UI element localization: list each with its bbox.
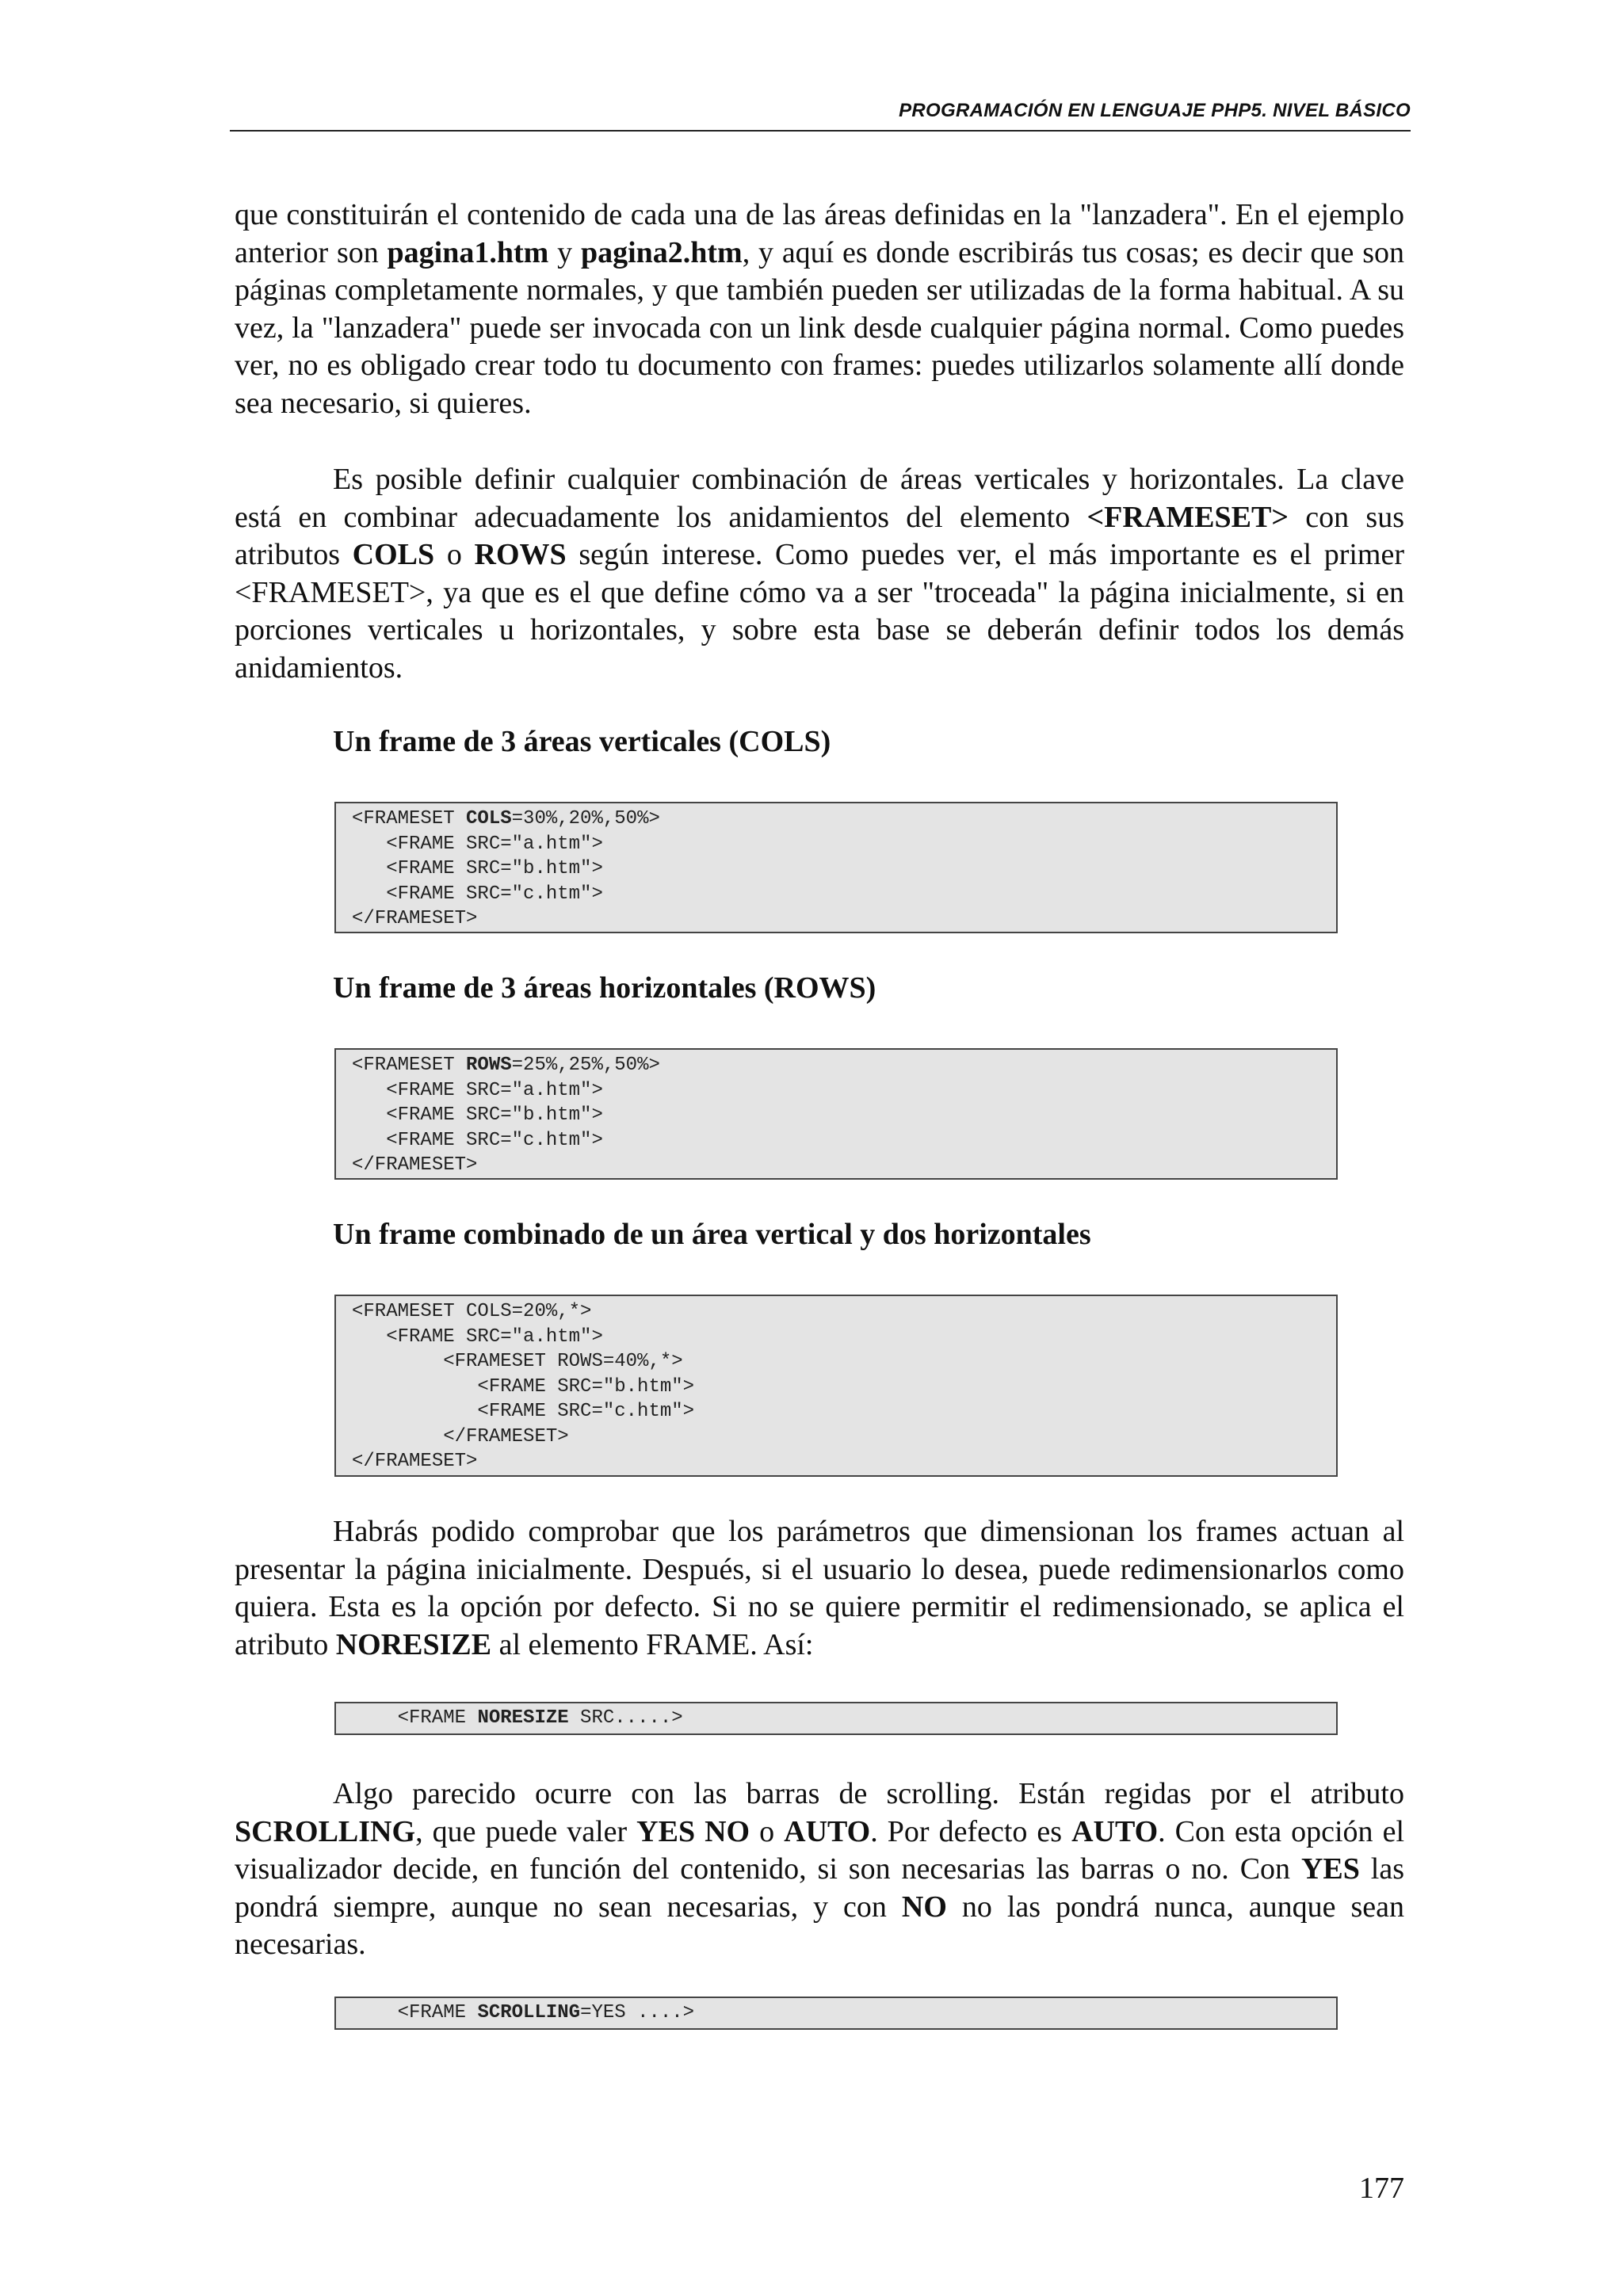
paragraph-2 (235, 461, 1404, 687)
code-line: <FRAME SRC="b.htm"> (352, 858, 603, 879)
text-run: con sus atributos (235, 500, 1404, 571)
code-line: <FRAME SRC="b.htm"> (352, 1104, 603, 1126)
bold-run: SCROLLING (235, 1814, 416, 1848)
page-number: 177 (1359, 2172, 1404, 2205)
bold-run: YES NO (636, 1814, 750, 1848)
code-block-cols (334, 802, 1338, 933)
code-line: </FRAMESET> (352, 908, 478, 929)
code-line: <FRAME SRC="c.htm"> (352, 1129, 603, 1151)
code-line: <FRAMESET COLS=30%,20%,50%> (352, 808, 660, 830)
code-block-combined (334, 1295, 1338, 1477)
code-line: <FRAME SRC="c.htm"> (352, 883, 603, 905)
code-block-scrolling (334, 1997, 1338, 2030)
text-run: Algo parecido ocurre con las barras de scrolling. Están regidas por el atributo (333, 1777, 1404, 1810)
text-run: según interese. Como puedes ver, el más importante es el primer <FRAMESET>, ya que es el que define cómo va a ser "troceada" la página inicialmente, si en porciones verticales u horizontales, y sobre esta base se deberán definir todos los demás anidamientos. (235, 538, 1405, 685)
code-line: <FRAMESET COLS=20%,*> (352, 1301, 592, 1322)
code-line: <FRAME SRC="a.htm"> (352, 833, 603, 855)
bold-run: COLS (352, 538, 435, 571)
text-run: , que puede valer (415, 1814, 637, 1848)
bold-run: YES (1300, 1852, 1360, 1886)
code-line: <FRAME SRC="a.htm"> (352, 1325, 603, 1348)
subheading-combined: Un frame combinado de un área vertical y dos horizontales (333, 1218, 1091, 1251)
text-run: que constituirán el contenido de cada una de las áreas definidas en la "lanzadera". En el ejemplo anterior son (235, 198, 1404, 269)
bold-run: pagina2.htm (580, 235, 743, 269)
code-line: <FRAME SRC="c.htm"> (352, 1401, 695, 1422)
text-run: Habrás podido comprobar que los parámetros que dimensionan los frames actuan al presentar la página inicialmente. Después, si el usuario lo desea, puede redimensionarlos como quiera. Esta es la opción por defecto. Si no se quiere permitir el redimensionado, se aplica el atributo (235, 1515, 1404, 1661)
text-run: al elemento FRAME. Así: (491, 1627, 814, 1661)
text-run: las pondrá siempre, aunque no sean necesarias, y con (235, 1852, 1404, 1924)
paragraph-3 (235, 1513, 1404, 1664)
code-line: <FRAMESET ROWS=25%,25%,50%> (352, 1055, 660, 1076)
paragraph-1 (235, 196, 1404, 422)
bold-run: AUTO (1071, 1814, 1159, 1848)
bold-run: NORESIZE (335, 1627, 492, 1661)
header-title: PROGRAMACIÓN EN LENGUAJE PHP5. NIVEL BÁSICO (899, 100, 1411, 121)
text-run: y (548, 235, 581, 269)
text-run: o (434, 538, 475, 571)
text-run: o (750, 1814, 785, 1848)
paragraph-4 (235, 1775, 1404, 1964)
bold-run: pagina1.htm (387, 235, 549, 269)
subheading-rows: Un frame de 3 áreas horizontales (ROWS) (333, 971, 876, 1005)
code-line: <FRAME SRC="a.htm"> (352, 1079, 603, 1101)
bold-run: ROWS (474, 538, 567, 571)
running-header (230, 98, 1411, 132)
text-run: . Con esta opción el visualizador decide, en función del contenido, si son necesarias las barras o no. Con (235, 1814, 1404, 1886)
code-line: </FRAMESET> (352, 1425, 569, 1447)
bold-run: <FRAMESET> (1086, 500, 1289, 534)
subheading-cols: Un frame de 3 áreas verticales (COLS) (333, 725, 831, 758)
code-line: <FRAME SCROLLING=YES ....> (352, 2002, 695, 2023)
code-line: <FRAME NORESIZE SRC.....> (352, 1707, 683, 1729)
code-line: </FRAMESET> (352, 1451, 478, 1472)
text-run: . Por defecto es (870, 1814, 1072, 1848)
code-block-noresize (334, 1702, 1338, 1735)
text-run: Es posible definir cualquier combinación de áreas verticales y horizontales. La clave está en combinar adecuadamente los anidamientos del elemento (235, 463, 1404, 534)
code-line: </FRAMESET> (352, 1154, 478, 1176)
text-run: no las pondrá nunca, aunque sean necesarias. (235, 1890, 1404, 1961)
code-line: <FRAMESET ROWS=40%,*> (352, 1351, 683, 1372)
text-run: , y aquí es donde escribirás tus cosas; es decir que son páginas completamente normales, y que también pueden ser utilizadas de la forma habitual. A su vez, la "lanzadera" puede ser invocada con un link desde cualquier página normal. Como puedes ver, no es obligado crear todo tu documento con frames: puedes utilizarlos solamente allí donde sea necesario, si quieres. (235, 235, 1405, 420)
code-line: <FRAME SRC="b.htm"> (352, 1375, 695, 1398)
code-block-rows (334, 1048, 1338, 1180)
bold-run: NO (901, 1890, 947, 1924)
bold-run: AUTO (784, 1814, 871, 1848)
